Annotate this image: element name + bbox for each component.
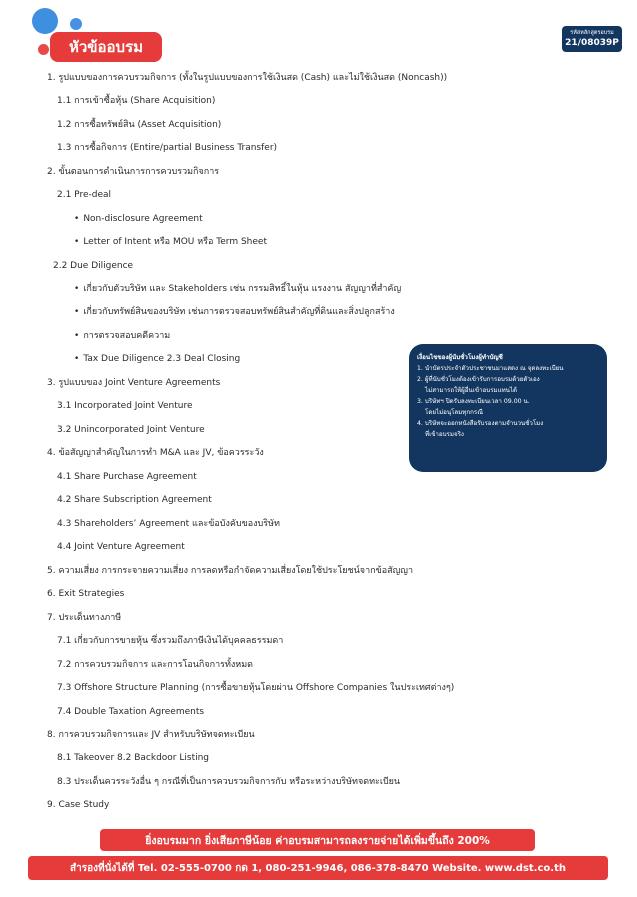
outline-bullet-item: • เกี่ยวกับทรัพย์สินของบริษัท เช่นการตรวจสอบทรัพย์สินสำคัญที่ดินและสิ่งปลูกสร้าง (74, 306, 395, 318)
notice-item: 3. บริษัทฯ ปิดรับลงทะเบียนเวลา 09.00 น. (417, 398, 530, 405)
outline-item: 4.4 Joint Venture Agreement (57, 542, 185, 552)
tax-promo-banner (100, 829, 535, 851)
outline-bullet-item: • การตรวจสอบคดีความ (74, 330, 170, 342)
notice-item: 4. บริษัทจะออกหนังสือรับรองตามจำนวนชั่วโมง (417, 420, 544, 427)
outline-item: 1. รูปแบบของการควบรวมกิจการ (ทั้งในรูปแบบของการใช้เงินสด (Cash) และไม่ใช้เงินสด (Noncash)) (47, 73, 448, 83)
course-code-badge (562, 26, 622, 52)
outline-item: 1.2 การซื้อทรัพย์สิน (Asset Acquisition) (57, 120, 222, 130)
notice-title: เงื่อนไขของผู้นับชั่วโมงผู้ทำบัญชี (417, 354, 503, 361)
promo-text: ยิ่งอบรมมาก ยิ่งเสียภาษีน้อย ค่าอบรมสามารถลงรายจ่ายได้เพิ่มขึ้นถึง 200% (145, 834, 490, 847)
cpa-conditions-notice (409, 344, 607, 472)
outline-item: 1.3 การซื้อกิจการ (Entire/partial Business Transfer) (57, 143, 278, 153)
outline-item: 6. Exit Strategies (47, 589, 125, 599)
notice-item: 1. นำบัตรประจำตัวประชาชนมาแสดง ณ จุดลงทะเบียน (417, 365, 564, 372)
decor-circle-red-small (38, 44, 49, 55)
contact-banner (28, 856, 608, 880)
course-code: 21/08039P (565, 38, 619, 48)
outline-item: 8.1 Takeover 8.2 Backdoor Listing (57, 753, 210, 763)
outline-bullet-item: • Letter of Intent หรือ MOU หรือ Term Sheet (74, 236, 267, 248)
outline-item: 7.2 การควบรวมกิจการ และการโอนกิจการทั้งหมด (57, 660, 254, 670)
outline-item: 9. Case Study (47, 800, 110, 810)
outline-item: 7.1 เกี่ยวกับการขายหุ้น ซึ่งรวมถึงภาษีเงินได้บุคคลธรรมดา (57, 636, 284, 646)
outline-item: 7.4 Double Taxation Agreements (57, 707, 205, 717)
outline-item: 2.1 Pre-deal (57, 190, 111, 200)
outline-bullet-item: • เกี่ยวกับตัวบริษัท และ Stakeholders เช่น กรรมสิทธิ์ในหุ้น แรงงาน สัญญาที่สำคัญ (74, 283, 401, 295)
decor-circle-blue-small (70, 18, 82, 30)
outline-bullet-item: • Tax Due Diligence 2.3 Deal Closing (74, 353, 240, 365)
section-title-badge (50, 32, 162, 62)
section-title: หัวข้ออบรม (68, 38, 144, 56)
outline-item: 3. รูปแบบของ Joint Venture Agreements (47, 378, 221, 388)
outline-item: 7.3 Offshore Structure Planning (การซื้อขายหุ้นโดยผ่าน Offshore Companies ในประเทศต่างๆ) (57, 683, 455, 693)
notice-item: ที่เข้าอบรมจริง (425, 431, 464, 438)
outline-item: 4. ข้อสัญญาสำคัญในการทำ M&A และ JV, ข้อควรระวัง (47, 448, 264, 458)
outline-item: 7. ประเด็นทางภาษี (47, 613, 122, 623)
outline-item: 3.2 Unincorporated Joint Venture (57, 425, 205, 435)
outline-bullet-item: • Non-disclosure Agreement (74, 213, 203, 225)
outline-item: 1.1 การเข้าซื้อหุ้น (Share Acquisition) (57, 96, 216, 106)
course-code-label: รหัสหลักสูตรอบรม (570, 30, 614, 36)
outline-item: 4.3 Shareholders’ Agreement และข้อบังคับของบริษัท (57, 519, 280, 529)
outline-item: 5. ความเสี่ยง การกระจายความเสี่ยง การลดหรือกำจัดความเสี่ยงโดยใช้ประโยชน์จากข้อสัญญา (47, 566, 414, 576)
outline-item: 2. ขั้นตอนการดำเนินการการควบรวมกิจการ (47, 167, 220, 177)
notice-item: โดยไม่อนุโลมทุกกรณี (425, 409, 483, 416)
outline-item: 4.2 Share Subscription Agreement (57, 495, 212, 505)
notice-item: ไม่สามารถให้ผู้อื่นเข้าอบรมแทนได้ (425, 387, 518, 394)
decor-circle-blue-large (32, 8, 58, 34)
outline-item: 4.1 Share Purchase Agreement (57, 472, 197, 482)
notice-item: 2. ผู้ที่นับชั่วโมงต้องเข้ารับการอบรมด้วยตัวเอง (417, 376, 540, 383)
outline-item: 8.3 ประเด็นควรระวังอื่น ๆ กรณีที่เป็นการควบรวมกิจการกับ หรือระหว่างบริษัทจดทะเบียน (57, 777, 401, 787)
outline-item: 2.2 Due Diligence (53, 261, 134, 271)
contact-text: สำรองที่นั่งได้ที่ Tel. 02-555-0700 กด 1, 080-251-9946, 086-378-8470 Website. www.dst.co.th (70, 862, 566, 874)
outline-item: 3.1 Incorporated Joint Venture (57, 401, 193, 411)
outline-item: 8. การควบรวมกิจการและ JV สำหรับบริษัทจดทะเบียน (47, 730, 255, 740)
